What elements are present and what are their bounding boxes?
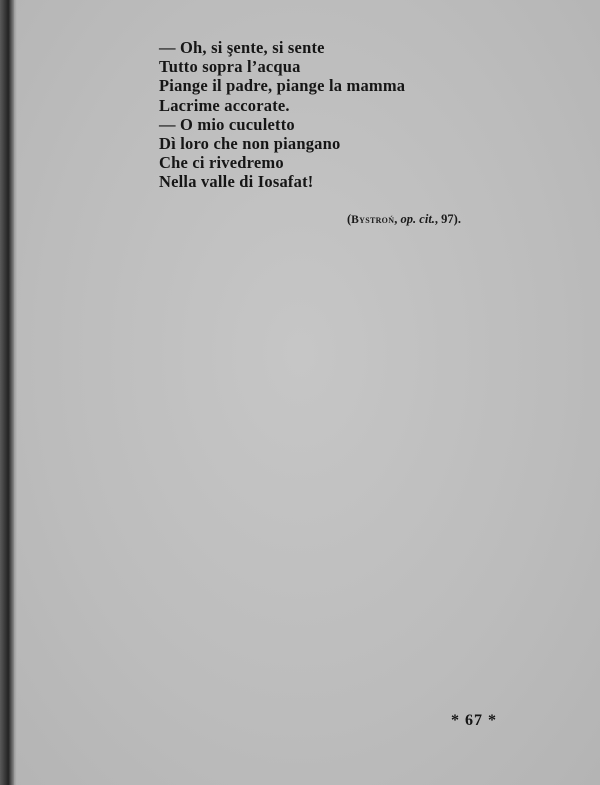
citation-page: 97 xyxy=(441,212,454,226)
citation-separator: , xyxy=(434,212,442,226)
poem-line: Dì loro che non piangano xyxy=(159,134,341,154)
poem-line: Piange il padre, piange la mamma xyxy=(159,76,406,96)
source-citation xyxy=(347,212,461,227)
citation-separator: , xyxy=(394,212,401,226)
poem-line: — Oh, si şente, si sente xyxy=(159,38,325,57)
citation-close: ). xyxy=(453,212,461,226)
poem-line: Lacrime accorate. xyxy=(159,95,290,115)
citation-open-paren: ( xyxy=(347,212,352,226)
poem-stanza xyxy=(159,38,405,192)
poem-line: Nella valle di Iosafat! xyxy=(159,172,314,192)
citation-author: Bystroń xyxy=(351,214,395,226)
citation-work: op. cit. xyxy=(400,212,435,226)
book-spine-edge xyxy=(14,0,17,785)
book-spine xyxy=(0,0,14,785)
poem-line: Tutto sopra l’acqua xyxy=(159,57,301,77)
poem-line: — O mio cuculetto xyxy=(159,114,295,134)
poem-line: Che ci rivedremo xyxy=(159,153,284,173)
page-number: * 67 * xyxy=(451,712,497,729)
